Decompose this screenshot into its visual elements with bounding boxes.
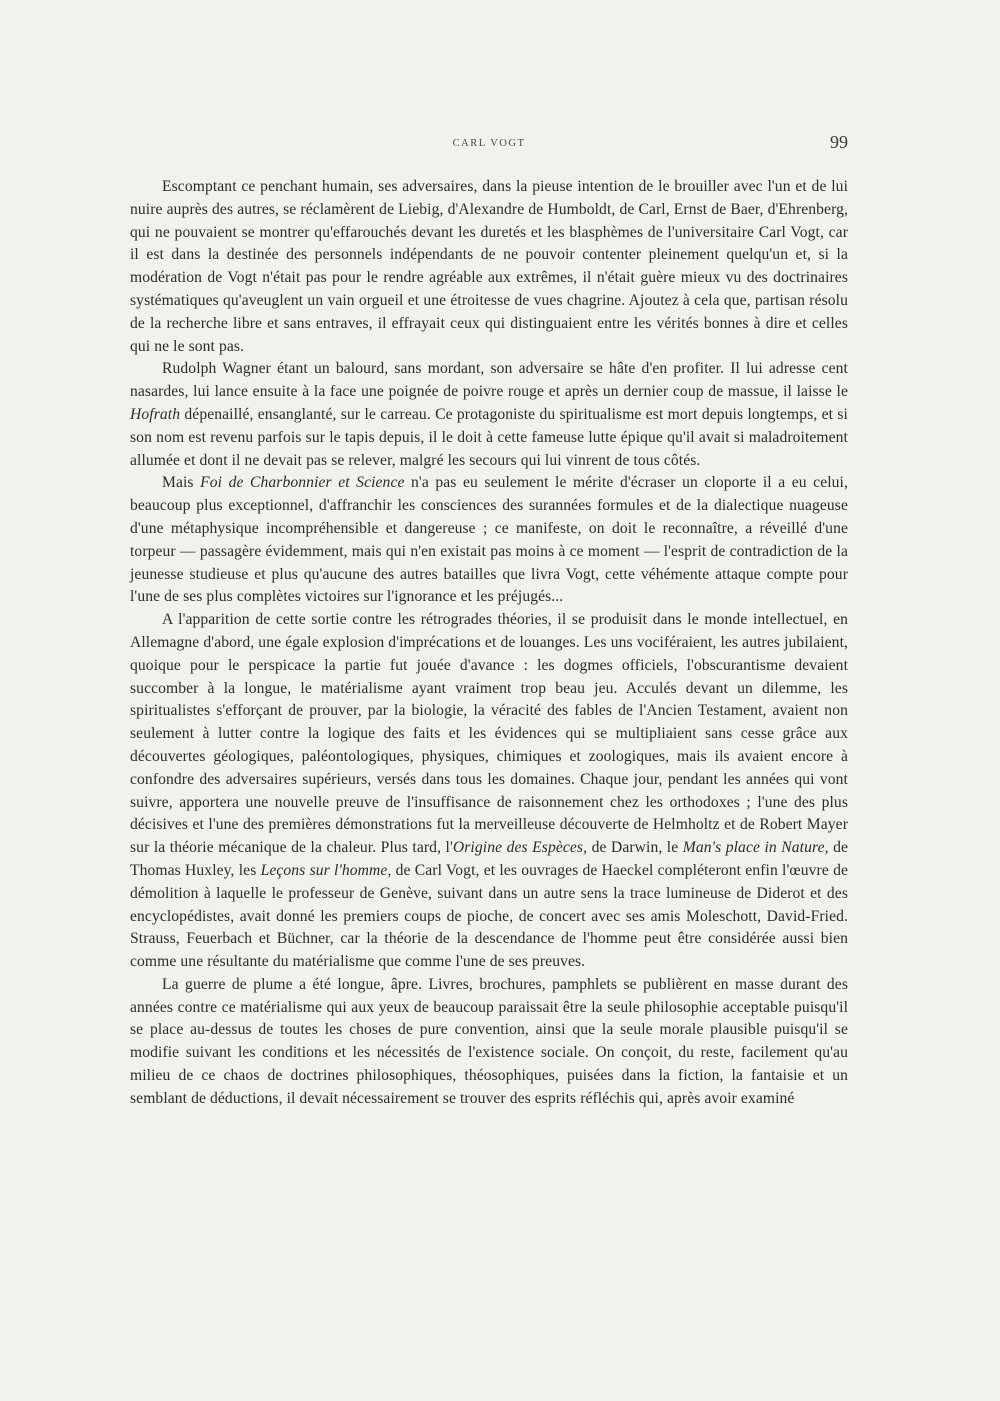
running-header	[130, 130, 848, 156]
italic-title: Leçons sur l'homme,	[260, 861, 392, 879]
text-run: de Darwin, le	[587, 839, 683, 857]
text-run: La guerre de plume a été longue, âpre. Livres, brochures, pamphlets se publièrent en masse durant des années contre ce matérialisme qui aux yeux de beaucoup paraissait être la seule philosophie acceptable puisqu'il se place au-dessus de toutes les choses de pure convention, ainsi que la seule morale plausible puisqu'il se modifie suivant les conditions et les nécessités de l'existence sociale. On conçoit, du reste, facilement qu'au milieu de ce chaos de doctrines philosophiques, théosophiques, puisées dans la fiction, la fantaisie et un semblant de déductions, il devait nécessairement se trouver des esprits réfléchis qui, après avoir examiné	[130, 975, 848, 1107]
paragraph	[130, 974, 848, 1111]
text-run: Escomptant ce penchant humain, ses adversaires, dans la pieuse intention de le brouiller avec l'un et de lui nuire auprès des autres, se réclamèrent de Liebig, d'Alexandre de Humboldt, de Carl, Ernst de Baer, d'Ehrenberg, qui ne pouvaient se montrer qu'effarouchés devant les duretés et les blasphèmes de l'universitaire Carl Vogt, car il est dans la destinée des personnels indépendants de ne pouvoir contenter pleinement quelqu'un et, si la modération de Vogt n'était pas pour le rendre agréable aux extrêmes, il n'était guère mieux vu des doctrinaires systématiques qu'aveuglent un vain orgueil et une étroitesse de vues chagrine. Ajoutez à cela que, partisan résolu de la recherche libre et sans entraves, il effrayait ceux qui distinguaient entre les vérités bonnes à dire et celles qui ne le sont pas.	[130, 178, 848, 355]
page-number: 99	[830, 132, 848, 152]
italic-title: Foi de Charbonnier et Science	[200, 474, 405, 492]
text-run: dépenaillé, ensanglanté, sur le carreau. Ce protagoniste du spiritualisme est mort depuis longtemps, et si son nom est revenu parfois sur le tapis depuis, il le doit à cette fameuse lutte épique qu'il avait si maladroitement allumée et dont il ne devait pas se relever, malgré les secours qui lui vinrent de tous côtés.	[130, 405, 848, 469]
paragraph	[130, 472, 848, 609]
text-run: de Thomas Huxley, les	[130, 839, 849, 879]
body-text	[130, 176, 848, 1111]
text-run: Mais	[162, 474, 201, 492]
paragraph	[130, 609, 848, 974]
italic-title: Hofrath	[130, 405, 181, 423]
paragraph	[130, 176, 848, 358]
text-run: de Carl Vogt, et les ouvrages de Haeckel compléteront enfin l'œuvre de démolition à laquelle le professeur de Genève, suivant dans un autre sens la trace lumineuse de Diderot et des encyclopédistes, avait donné les premiers coups de pioche, de concert avec ses amis Moleschott, David-Fried. Strauss, Feuerbach et Büchner, car la théorie de la descendance de l'homme peut être considérée aussi bien comme une résultante du matérialisme que comme l'une de ses preuves.	[130, 861, 848, 971]
paragraph	[130, 358, 848, 472]
running-title: CARL VOGT	[452, 138, 526, 149]
italic-title: Origine des Espèces,	[452, 839, 588, 857]
italic-title: Man's place in Nature,	[682, 839, 829, 857]
text-run: n'a pas eu seulement le mérite d'écraser un cloporte il a eu celui, beaucoup plus exceptionnel, d'affranchir les consciences des surannées formules et de la dialectique nuageuse d'une métaphysique incompréhensible et dangereuse ; ce manifeste, on doit le reconnaître, a réveillé d'une torpeur — passagère évidemment, mais qui n'en existait pas moins à ce moment — l'esprit de contradiction de la jeunesse studieuse et plus qu'aucune des autres batailles que livra Vogt, cette véhémente attaque compte pour l'une de ses plus complètes victoires sur l'ignorance et les préjugés...	[130, 474, 848, 606]
text-run: Rudolph Wagner étant un balourd, sans mordant, son adversaire se hâte d'en profiter. Il lui adresse cent nasardes, lui lance ensuite à la face une poignée de poivre rouge et après un dernier coup de massue, il laisse le	[130, 360, 848, 401]
text-run: A l'apparition de cette sortie contre les rétrogrades théories, il se produisit dans le monde intellectuel, en Allemagne d'abord, une égale explosion d'imprécations et de louanges. Les uns vociféraient, les autres jubilaient, quoique pour le perspicace la partie fut jouée d'avance : les dogmes officiels, l'obscurantisme devaient succomber à la longue, le matérialisme ayant vraiment trop beau jeu. Acculés devant un dilemme, les spiritualistes s'efforçant de prouver, par la biologie, la véracité des fables de l'Ancien Testament, avaient non seulement à lutter contre la logique des faits et les évidences qui se multipliaient sans cesse grâce aux découvertes géologiques, paléontologiques, physiques, chimiques et zoologiques, mais ils avaient encore à confondre des adversaires supérieurs, versés dans tous les domaines. Chaque jour, pendant les années qui vont suivre, apportera une nouvelle preuve de l'insuffisance de raisonnement chez les orthodoxes ; l'une des plus décisives et l'une des premières démonstrations fut la merveilleuse découverte de Helmholtz et de Robert Mayer sur la théorie mécanique de la chaleur. Plus tard, l'	[130, 611, 848, 857]
book-page	[130, 130, 848, 1111]
